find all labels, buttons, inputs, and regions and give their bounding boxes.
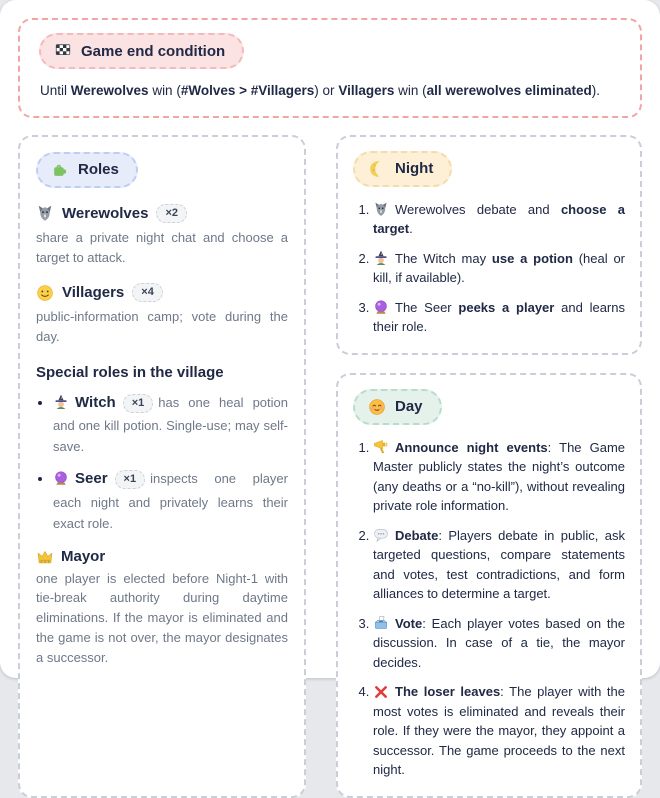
step-text: : Players debate in public, ask targeted questions, compare statements and votes, test contradictions, and form alliances to determine a target.	[373, 527, 625, 602]
checkered-flag-icon	[54, 42, 72, 60]
megaphone-icon	[373, 439, 389, 455]
speech-bubble-icon	[373, 527, 389, 543]
role-description: share a private night chat and choose a target to attack.	[36, 229, 288, 265]
special-role-witch	[53, 391, 288, 457]
special-roles-heading: Special roles in the village	[36, 363, 224, 381]
roles-card	[18, 135, 306, 798]
step-text-bold: Debate	[395, 527, 439, 543]
mayor-heading	[36, 548, 288, 566]
night-step-1	[373, 200, 625, 239]
role-count-badge: ×4	[132, 283, 163, 302]
step-text: (heal or kill, if available).	[373, 250, 626, 286]
step-text-bold: Announce night events	[395, 439, 548, 455]
role-name: Villagers	[62, 284, 125, 302]
night-badge	[353, 151, 452, 187]
role-count-badge: ×2	[156, 204, 187, 223]
cross-mark-icon	[373, 684, 389, 700]
day-steps-list	[353, 438, 625, 780]
role-count-badge: ×1	[123, 394, 154, 413]
role-description: has one heal potion and one kill potion. Single-use; may self-save.	[53, 394, 288, 455]
role-description: public-information camp; vote during the day.	[36, 309, 288, 345]
puzzle-icon	[51, 161, 69, 179]
night-step-2	[373, 249, 625, 288]
wolf-icon	[36, 204, 54, 222]
night-title: Night	[395, 160, 434, 178]
role-name: Mayor	[61, 548, 106, 566]
witch-icon	[373, 250, 389, 266]
step-text: The Witch may	[395, 250, 492, 266]
day-badge	[353, 389, 442, 425]
roles-title: Roles	[78, 161, 119, 179]
role-description: inspects one player each night and privately learns their exact role.	[53, 471, 288, 531]
game-end-condition-badge	[39, 33, 244, 69]
special-role-seer	[53, 467, 288, 533]
step-text-bold: choose a target	[373, 201, 625, 237]
wolf-icon	[373, 201, 389, 217]
step-text: : The player with the most votes is eliminated and reveals their role. If they were the mayor, they appoint a successor. The game proceeds to the next night.	[373, 684, 625, 778]
step-text-bold: peeks a player	[458, 299, 555, 315]
step-text: Werewolves debate and	[395, 201, 561, 217]
game-end-condition-card	[18, 18, 642, 118]
day-title: Day	[395, 398, 423, 416]
ballot-box-icon	[373, 615, 389, 631]
werewolves-heading	[36, 204, 288, 223]
step-text: The Seer	[395, 299, 459, 315]
step-text: and learns their role.	[373, 299, 625, 335]
mayor-description: one player is elected before Night-1 with tie-break authority during daytime eliminations. If the mayor is eliminated and the game is not over, the mayor designates a successor.	[36, 570, 288, 665]
crystal-ball-icon	[373, 299, 389, 315]
day-step-3	[373, 614, 625, 673]
crystal-ball-icon	[53, 470, 69, 486]
special-roles-list	[36, 391, 288, 534]
day-step-4	[373, 682, 625, 780]
end-condition-text: Until Werewolves win (#Wolves > #Villagers) or Villagers win (all werewolves eliminated).	[40, 83, 600, 98]
step-text-bold: Vote	[395, 615, 423, 631]
night-step-3	[373, 298, 625, 337]
role-count-badge: ×1	[115, 470, 146, 489]
crescent-moon-icon	[368, 160, 386, 178]
step-text: : The Game Master publicly states the night’s outcome (any deaths or a “no-kill”), without revealing private role information.	[373, 439, 626, 514]
content-columns	[18, 135, 642, 798]
day-card	[336, 373, 642, 798]
night-steps-list	[353, 200, 625, 337]
step-text-bold: use a potion	[491, 250, 573, 266]
villagers-heading	[36, 283, 288, 302]
game-end-condition-title: Game end condition	[81, 42, 226, 60]
day-face-icon	[368, 398, 386, 416]
step-text: : Each player votes based on the discussion. In case of a tie, the mayor decides.	[373, 615, 625, 670]
day-step-2	[373, 526, 625, 604]
step-text-bold: The loser leaves	[395, 684, 501, 700]
role-name: Witch	[75, 393, 116, 411]
smiley-icon	[36, 284, 54, 302]
step-text: .	[409, 221, 413, 237]
role-name: Seer	[75, 470, 108, 488]
night-card	[336, 135, 642, 355]
day-step-1	[373, 438, 625, 516]
witch-icon	[53, 394, 69, 410]
role-name: Werewolves	[62, 204, 149, 222]
roles-badge	[36, 152, 138, 188]
crown-icon	[36, 548, 54, 566]
